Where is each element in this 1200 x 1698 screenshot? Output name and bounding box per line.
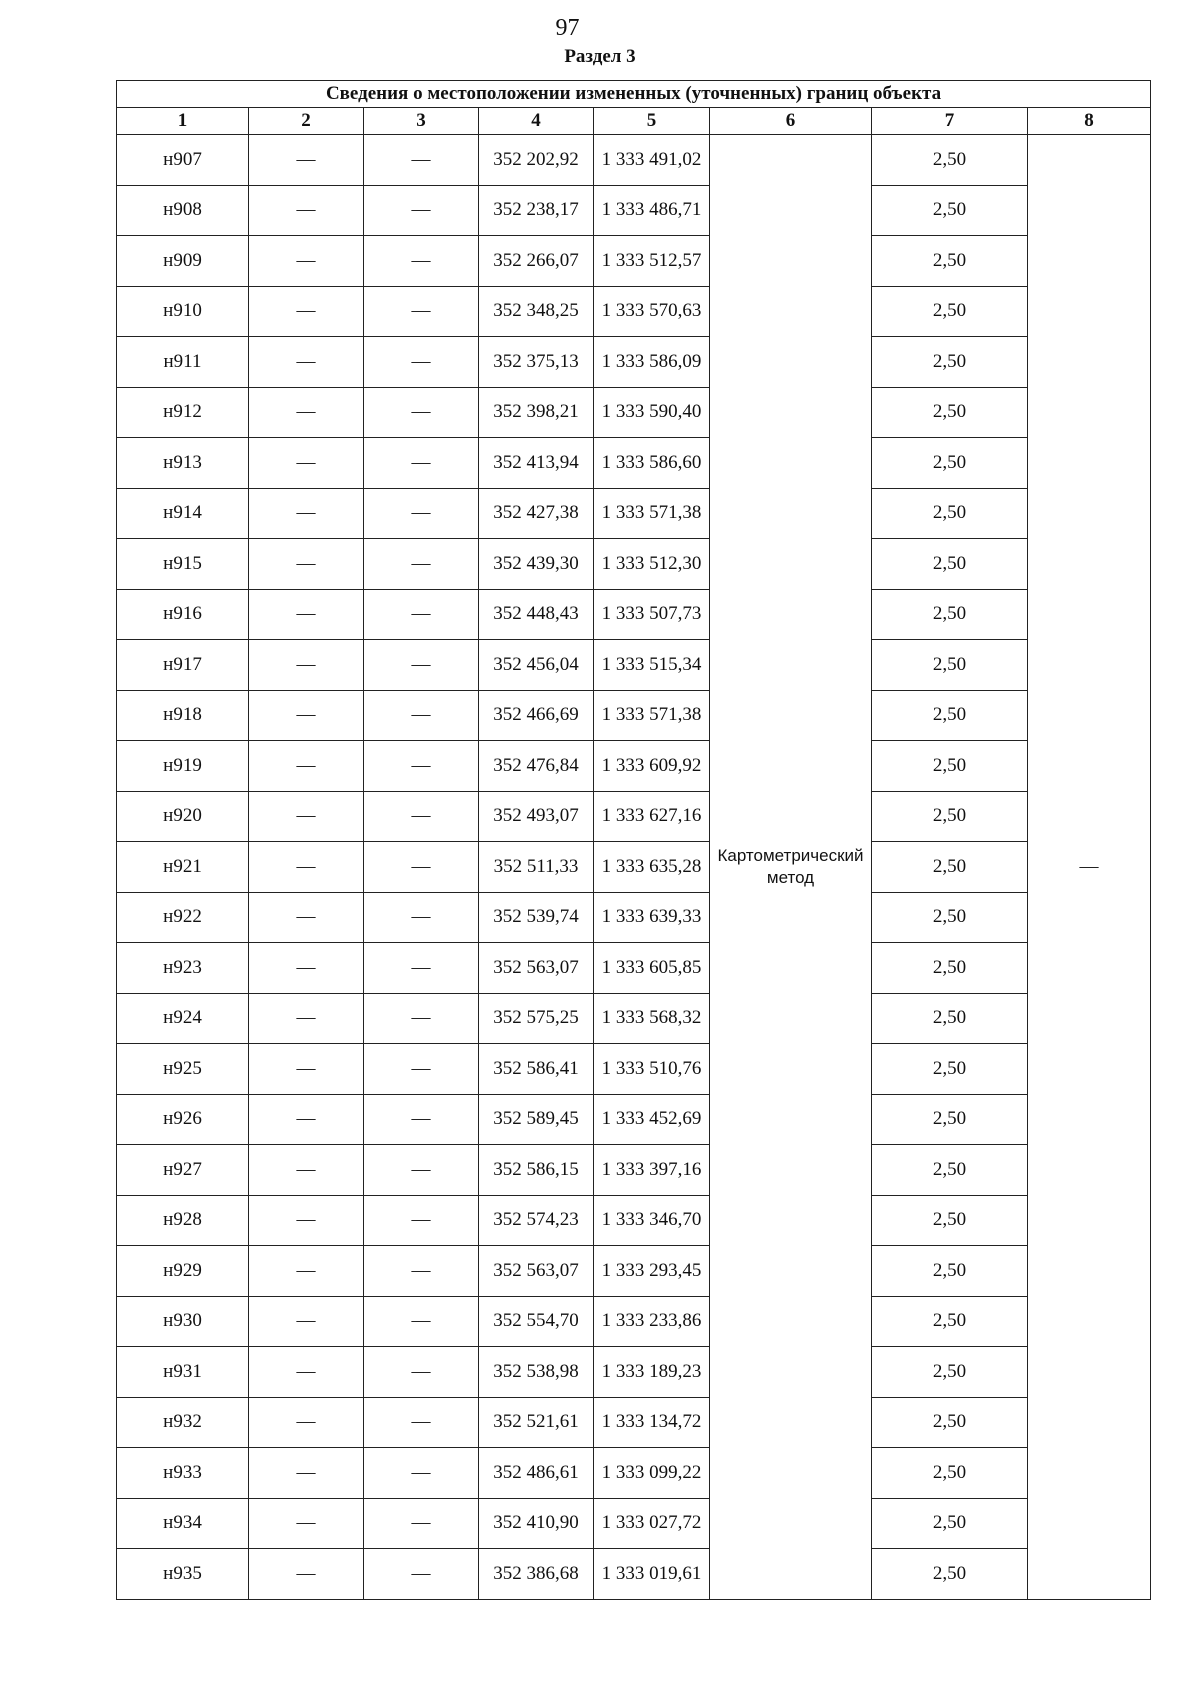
column-3-cell: —: [364, 286, 479, 337]
column-3-cell: —: [364, 337, 479, 388]
accuracy-cell: 2,50: [872, 236, 1028, 287]
column-number: 7: [872, 108, 1028, 135]
column-3-cell: —: [364, 438, 479, 489]
point-id-cell: н912: [117, 387, 249, 438]
accuracy-cell: 2,50: [872, 539, 1028, 590]
y-coordinate-cell: 1 333 515,34: [594, 640, 710, 691]
table-row: [117, 589, 1151, 640]
point-id-cell: н928: [117, 1195, 249, 1246]
point-id-cell: н916: [117, 589, 249, 640]
y-coordinate-cell: 1 333 639,33: [594, 892, 710, 943]
column-3-cell: —: [364, 1347, 479, 1398]
column-2-cell: —: [249, 741, 364, 792]
column-3-cell: —: [364, 993, 479, 1044]
column-2-cell: —: [249, 791, 364, 842]
column-3-cell: —: [364, 640, 479, 691]
column-number: 2: [249, 108, 364, 135]
column-3-cell: —: [364, 1448, 479, 1499]
column-3-cell: —: [364, 589, 479, 640]
x-coordinate-cell: 352 511,33: [479, 842, 594, 893]
column-3-cell: —: [364, 1498, 479, 1549]
point-id-cell: н932: [117, 1397, 249, 1448]
y-coordinate-cell: 1 333 027,72: [594, 1498, 710, 1549]
column-3-cell: —: [364, 690, 479, 741]
column-2-cell: —: [249, 488, 364, 539]
accuracy-cell: 2,50: [872, 1397, 1028, 1448]
point-id-cell: н933: [117, 1448, 249, 1499]
column-3-cell: —: [364, 1195, 479, 1246]
point-id-cell: н923: [117, 943, 249, 994]
page-number: 97: [555, 15, 580, 41]
table-row: [117, 387, 1151, 438]
point-id-cell: н909: [117, 236, 249, 287]
column-3-cell: —: [364, 1246, 479, 1297]
accuracy-cell: 2,50: [872, 993, 1028, 1044]
column-2-cell: —: [249, 185, 364, 236]
y-coordinate-cell: 1 333 570,63: [594, 286, 710, 337]
column-3-cell: —: [364, 1397, 479, 1448]
column-3-cell: —: [364, 1296, 479, 1347]
accuracy-cell: 2,50: [872, 943, 1028, 994]
table-row: [117, 438, 1151, 489]
table-row: [117, 943, 1151, 994]
x-coordinate-cell: 352 575,25: [479, 993, 594, 1044]
y-coordinate-cell: 1 333 512,57: [594, 236, 710, 287]
x-coordinate-cell: 352 563,07: [479, 943, 594, 994]
point-id-cell: н922: [117, 892, 249, 943]
column-2-cell: —: [249, 286, 364, 337]
y-coordinate-cell: 1 333 397,16: [594, 1145, 710, 1196]
column-2-cell: —: [249, 1094, 364, 1145]
y-coordinate-cell: 1 333 491,02: [594, 135, 710, 186]
x-coordinate-cell: 352 521,61: [479, 1397, 594, 1448]
table-row: [117, 993, 1151, 1044]
accuracy-cell: 2,50: [872, 1145, 1028, 1196]
y-coordinate-cell: 1 333 346,70: [594, 1195, 710, 1246]
y-coordinate-cell: 1 333 189,23: [594, 1347, 710, 1398]
accuracy-cell: 2,50: [872, 1498, 1028, 1549]
y-coordinate-cell: 1 333 568,32: [594, 993, 710, 1044]
accuracy-cell: 2,50: [872, 791, 1028, 842]
table-row: [117, 1448, 1151, 1499]
point-id-cell: н925: [117, 1044, 249, 1095]
column-3-cell: —: [364, 185, 479, 236]
column-3-cell: —: [364, 943, 479, 994]
x-coordinate-cell: 352 427,38: [479, 488, 594, 539]
x-coordinate-cell: 352 486,61: [479, 1448, 594, 1499]
y-coordinate-cell: 1 333 510,76: [594, 1044, 710, 1095]
accuracy-cell: 2,50: [872, 640, 1028, 691]
x-coordinate-cell: 352 476,84: [479, 741, 594, 792]
x-coordinate-cell: 352 439,30: [479, 539, 594, 590]
column-2-cell: —: [249, 1195, 364, 1246]
x-coordinate-cell: 352 413,94: [479, 438, 594, 489]
x-coordinate-cell: 352 348,25: [479, 286, 594, 337]
accuracy-cell: 2,50: [872, 135, 1028, 186]
accuracy-cell: 2,50: [872, 387, 1028, 438]
point-id-cell: н908: [117, 185, 249, 236]
column-3-cell: —: [364, 1145, 479, 1196]
column-3-cell: —: [364, 1094, 479, 1145]
point-id-cell: н915: [117, 539, 249, 590]
x-coordinate-cell: 352 375,13: [479, 337, 594, 388]
column-number-row: [117, 108, 1151, 135]
method-cell: Картометрический метод: [710, 135, 872, 1600]
point-id-cell: н920: [117, 791, 249, 842]
column-2-cell: —: [249, 842, 364, 893]
accuracy-cell: 2,50: [872, 1246, 1028, 1297]
point-id-cell: н931: [117, 1347, 249, 1398]
accuracy-cell: 2,50: [872, 1094, 1028, 1145]
point-id-cell: н924: [117, 993, 249, 1044]
column-2-cell: —: [249, 1448, 364, 1499]
column-3-cell: —: [364, 842, 479, 893]
table-row: [117, 286, 1151, 337]
column-number: 5: [594, 108, 710, 135]
column-number: 3: [364, 108, 479, 135]
accuracy-cell: 2,50: [872, 741, 1028, 792]
accuracy-cell: 2,50: [872, 1195, 1028, 1246]
column-3-cell: —: [364, 236, 479, 287]
column-2-cell: —: [249, 387, 364, 438]
accuracy-cell: 2,50: [872, 1549, 1028, 1600]
accuracy-cell: 2,50: [872, 690, 1028, 741]
x-coordinate-cell: 352 554,70: [479, 1296, 594, 1347]
table-row: [117, 539, 1151, 590]
x-coordinate-cell: 352 448,43: [479, 589, 594, 640]
point-id-cell: н917: [117, 640, 249, 691]
accuracy-cell: 2,50: [872, 438, 1028, 489]
x-coordinate-cell: 352 586,41: [479, 1044, 594, 1095]
point-id-cell: н927: [117, 1145, 249, 1196]
point-id-cell: н919: [117, 741, 249, 792]
table-row: [117, 337, 1151, 388]
y-coordinate-cell: 1 333 019,61: [594, 1549, 710, 1600]
point-id-cell: н930: [117, 1296, 249, 1347]
y-coordinate-cell: 1 333 571,38: [594, 488, 710, 539]
column-3-cell: —: [364, 539, 479, 590]
column-3-cell: —: [364, 488, 479, 539]
y-coordinate-cell: 1 333 609,92: [594, 741, 710, 792]
column-3-cell: —: [364, 1044, 479, 1095]
column-number: 4: [479, 108, 594, 135]
x-coordinate-cell: 352 538,98: [479, 1347, 594, 1398]
table-row: [117, 185, 1151, 236]
table-row: [117, 1347, 1151, 1398]
y-coordinate-cell: 1 333 134,72: [594, 1397, 710, 1448]
x-coordinate-cell: 352 574,23: [479, 1195, 594, 1246]
point-id-cell: н911: [117, 337, 249, 388]
x-coordinate-cell: 352 410,90: [479, 1498, 594, 1549]
accuracy-cell: 2,50: [872, 185, 1028, 236]
column-2-cell: —: [249, 1044, 364, 1095]
table-row: [117, 236, 1151, 287]
column-2-cell: —: [249, 337, 364, 388]
column-number: 1: [117, 108, 249, 135]
point-id-cell: н929: [117, 1246, 249, 1297]
point-id-cell: н910: [117, 286, 249, 337]
x-coordinate-cell: 352 493,07: [479, 791, 594, 842]
column-2-cell: —: [249, 1246, 364, 1297]
table-row: [117, 1498, 1151, 1549]
section-title: Раздел 3: [564, 46, 636, 67]
table-body: [117, 135, 1151, 1600]
column-3-cell: —: [364, 892, 479, 943]
column-3-cell: —: [364, 1549, 479, 1600]
point-id-cell: н914: [117, 488, 249, 539]
accuracy-cell: 2,50: [872, 1044, 1028, 1095]
column-2-cell: —: [249, 943, 364, 994]
column-2-cell: —: [249, 589, 364, 640]
x-coordinate-cell: 352 398,21: [479, 387, 594, 438]
table-row: [117, 1397, 1151, 1448]
column-8-cell: —: [1028, 135, 1151, 1600]
point-id-cell: н918: [117, 690, 249, 741]
accuracy-cell: 2,50: [872, 1296, 1028, 1347]
column-3-cell: —: [364, 791, 479, 842]
x-coordinate-cell: 352 202,92: [479, 135, 594, 186]
column-2-cell: —: [249, 993, 364, 1044]
y-coordinate-cell: 1 333 512,30: [594, 539, 710, 590]
column-2-cell: —: [249, 1397, 364, 1448]
x-coordinate-cell: 352 266,07: [479, 236, 594, 287]
y-coordinate-cell: 1 333 590,40: [594, 387, 710, 438]
column-2-cell: —: [249, 1145, 364, 1196]
y-coordinate-cell: 1 333 233,86: [594, 1296, 710, 1347]
accuracy-cell: 2,50: [872, 286, 1028, 337]
column-2-cell: —: [249, 1498, 364, 1549]
accuracy-cell: 2,50: [872, 892, 1028, 943]
y-coordinate-cell: 1 333 452,69: [594, 1094, 710, 1145]
table-row: [117, 791, 1151, 842]
point-id-cell: н907: [117, 135, 249, 186]
column-2-cell: —: [249, 1347, 364, 1398]
point-id-cell: н934: [117, 1498, 249, 1549]
column-number: 8: [1028, 108, 1151, 135]
accuracy-cell: 2,50: [872, 842, 1028, 893]
table-row: [117, 1296, 1151, 1347]
x-coordinate-cell: 352 586,15: [479, 1145, 594, 1196]
table-row: [117, 1145, 1151, 1196]
table-row: [117, 1246, 1151, 1297]
point-id-cell: н926: [117, 1094, 249, 1145]
y-coordinate-cell: 1 333 586,60: [594, 438, 710, 489]
boundary-coordinates-table: [116, 80, 1151, 1600]
column-2-cell: —: [249, 640, 364, 691]
column-2-cell: —: [249, 1296, 364, 1347]
column-2-cell: —: [249, 1549, 364, 1600]
y-coordinate-cell: 1 333 627,16: [594, 791, 710, 842]
x-coordinate-cell: 352 238,17: [479, 185, 594, 236]
accuracy-cell: 2,50: [872, 1448, 1028, 1499]
table-row: [117, 1549, 1151, 1600]
point-id-cell: н913: [117, 438, 249, 489]
y-coordinate-cell: 1 333 571,38: [594, 690, 710, 741]
column-3-cell: —: [364, 741, 479, 792]
column-2-cell: —: [249, 690, 364, 741]
column-2-cell: —: [249, 892, 364, 943]
x-coordinate-cell: 352 539,74: [479, 892, 594, 943]
table-caption: Сведения о местоположении измененных (уточненных) границ объекта: [117, 81, 1151, 108]
y-coordinate-cell: 1 333 293,45: [594, 1246, 710, 1297]
column-3-cell: —: [364, 387, 479, 438]
x-coordinate-cell: 352 563,07: [479, 1246, 594, 1297]
column-2-cell: —: [249, 438, 364, 489]
column-2-cell: —: [249, 539, 364, 590]
accuracy-cell: 2,50: [872, 337, 1028, 388]
column-number: 6: [710, 108, 872, 135]
table-row: [117, 1195, 1151, 1246]
column-2-cell: —: [249, 135, 364, 186]
table-row: [117, 690, 1151, 741]
table-row: [117, 135, 1151, 186]
accuracy-cell: 2,50: [872, 589, 1028, 640]
x-coordinate-cell: 352 456,04: [479, 640, 594, 691]
point-id-cell: н935: [117, 1549, 249, 1600]
column-2-cell: —: [249, 236, 364, 287]
table-row: [117, 640, 1151, 691]
x-coordinate-cell: 352 589,45: [479, 1094, 594, 1145]
y-coordinate-cell: 1 333 099,22: [594, 1448, 710, 1499]
y-coordinate-cell: 1 333 486,71: [594, 185, 710, 236]
y-coordinate-cell: 1 333 507,73: [594, 589, 710, 640]
y-coordinate-cell: 1 333 605,85: [594, 943, 710, 994]
table-row: [117, 741, 1151, 792]
table-row: [117, 488, 1151, 539]
table-row: [117, 1094, 1151, 1145]
x-coordinate-cell: 352 466,69: [479, 690, 594, 741]
accuracy-cell: 2,50: [872, 1347, 1028, 1398]
table-row: [117, 842, 1151, 893]
column-3-cell: —: [364, 135, 479, 186]
y-coordinate-cell: 1 333 635,28: [594, 842, 710, 893]
x-coordinate-cell: 352 386,68: [479, 1549, 594, 1600]
y-coordinate-cell: 1 333 586,09: [594, 337, 710, 388]
table-row: [117, 892, 1151, 943]
point-id-cell: н921: [117, 842, 249, 893]
table-row: [117, 1044, 1151, 1095]
accuracy-cell: 2,50: [872, 488, 1028, 539]
